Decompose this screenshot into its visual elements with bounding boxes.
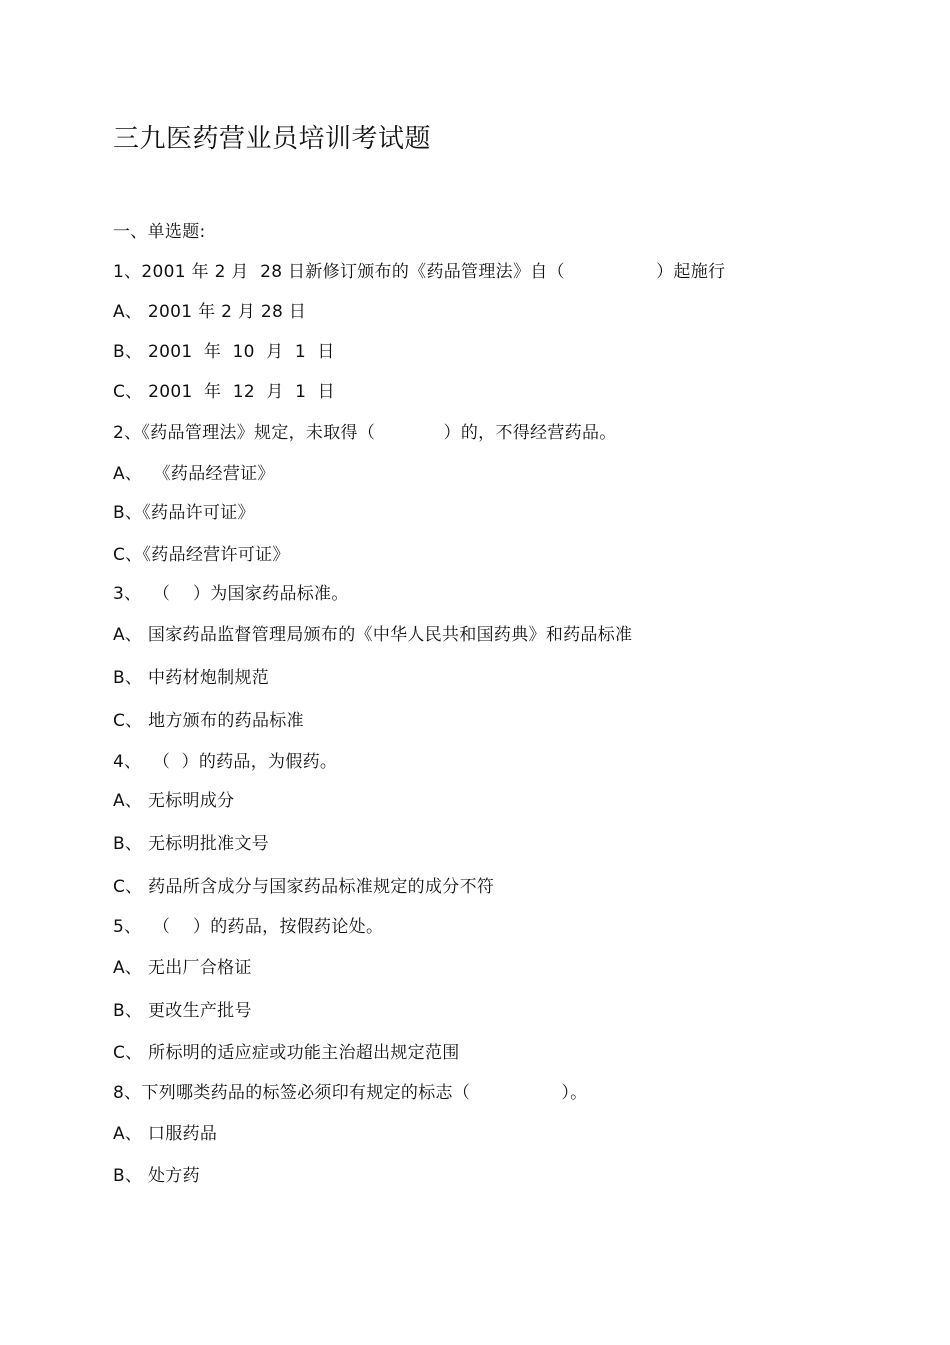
question-3-stem: 3、 （ ）为国家药品标准。	[113, 584, 349, 604]
question-4-option-a: A、 无标明成分	[113, 791, 235, 811]
section-heading: 一、单选题:	[113, 222, 206, 242]
question-8-stem: 8、下列哪类药品的标签必须印有规定的标志（ ）。	[113, 1083, 588, 1103]
question-8-option-a: A、 口服药品	[113, 1124, 218, 1144]
question-1-option-b: B、 2001 年 10 月 1 日	[113, 342, 335, 362]
question-5-option-a: A、 无出厂合格证	[113, 958, 252, 978]
question-5-option-b: B、 更改生产批号	[113, 1001, 252, 1021]
question-1-stem: 1、2001 年 2 月 28 日新修订颁布的《药品管理法》自（ ）起施行	[113, 262, 726, 282]
question-5-option-c: C、 所标明的适应症或功能主治超出规定范围	[113, 1043, 460, 1063]
question-4-stem: 4、 （ ）的药品，为假药。	[113, 752, 338, 772]
question-2-option-b: B、《药品许可证》	[113, 503, 255, 523]
question-4-option-b: B、 无标明批准文号	[113, 834, 270, 854]
question-2-option-a: A、 《药品经营证》	[113, 464, 275, 484]
question-3-option-c: C、 地方颁布的药品标准	[113, 711, 304, 731]
question-4-option-c: C、 药品所含成分与国家药品标准规定的成分不符	[113, 877, 495, 897]
question-2-option-c: C、《药品经营许可证》	[113, 545, 290, 565]
question-3-option-a: A、 国家药品监督管理局颁布的《中华人民共和国药典》和药品标准	[113, 625, 633, 645]
question-8-option-b: B、 处方药	[113, 1166, 200, 1186]
question-3-option-b: B、 中药材炮制规范	[113, 668, 270, 688]
question-2-stem: 2、《药品管理法》规定，未取得（ ）的，不得经营药品。	[113, 423, 617, 443]
question-1-option-a: A、 2001 年 2 月 28 日	[113, 302, 307, 322]
document-title: 三九医药营业员培训考试题	[113, 124, 432, 154]
question-1-option-c: C、 2001 年 12 月 1 日	[113, 382, 335, 402]
question-5-stem: 5、 （ ）的药品，按假药论处。	[113, 917, 384, 937]
